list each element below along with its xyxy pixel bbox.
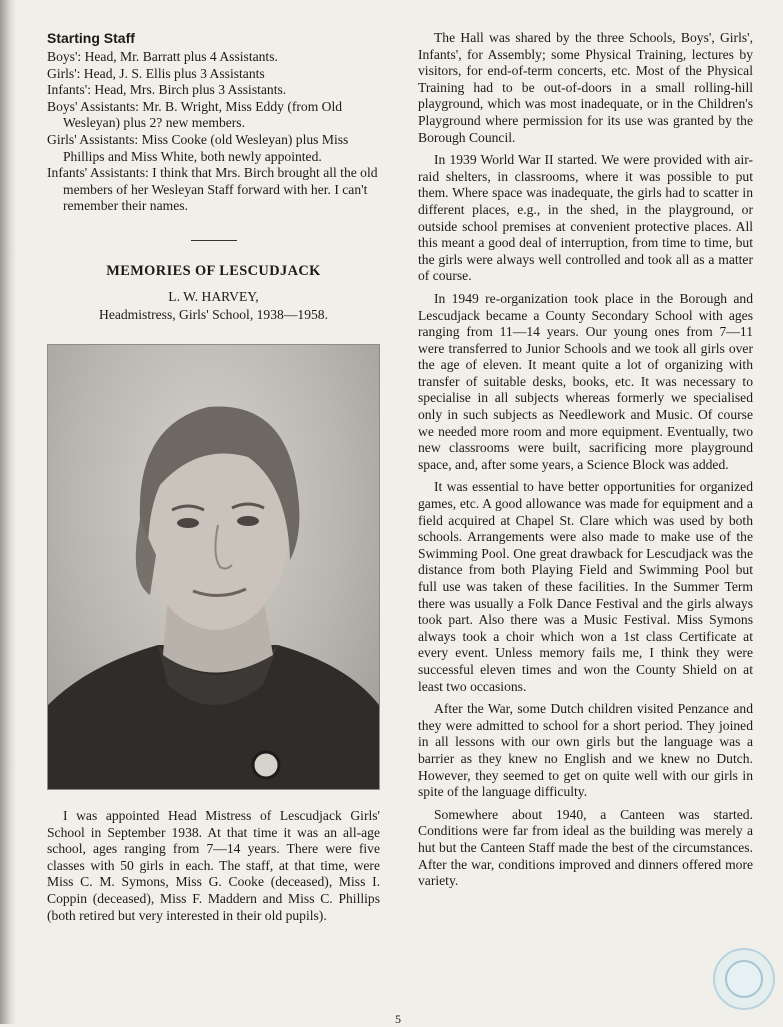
paragraph: After the War, some Dutch children visited Penzance and they were admitted to school for a short period. They joined in all lessons with our own girls but the language was a barrier as they knew no English and we knew no Dutch. However, they seemed to get on quite well with our girls in spite of the language difficulty. <box>418 701 753 800</box>
paragraph: It was essential to have better opportunities for organized games, etc. A good allowance was made for equipment and a field acquired at Chapel St. Clare which was used by both schools. Arrangements were also made to make use of the Swimming Pool. One great drawback for Lescudjack was the distance from both Playing Field and Swimming Pool but full use was taken of these facilities. In the Summer Term there was usually a Folk Dance Festival and the girls always took part. Also there was a Music Festival. Miss Symons always took a choir which won a 1st class Certificate at every event. Unless memory fails me, I think they were successful eleven times and won the County Shield on at least two occasions. <box>418 479 753 694</box>
staff-item: Boys': Head, Mr. Barratt plus 4 Assistants. <box>47 49 278 64</box>
portrait-illustration <box>48 345 379 789</box>
watermark-inner-ring <box>725 960 763 998</box>
left-column <box>47 30 380 924</box>
author-name: L. W. HARVEY, <box>168 288 259 304</box>
page-spine-shadow <box>0 0 16 1024</box>
article-title: MEMORIES OF LESCUDJACK <box>106 262 321 279</box>
staff-item: Girls': Head, J. S. Ellis plus 3 Assistants <box>47 65 265 81</box>
staff-item: Boys' Assistants: Mr. B. Wright, Miss Eddy (from Old Wesleyan) plus 2? new members. <box>47 98 343 131</box>
paragraph: In 1949 re-organization took place in the Borough and Lescudjack became a County Secondary School with ages ranging from 11—14 years. Our young ones from 7—11 were transferred to Junior Schools and we took all girls over the age of eleven. It meant quite a lot of organizing with transfer of suitable desks, books, etc. It was necessary to specialise in all subjects whereas formerly we specialised only in such subjects as Needlework and Music. Of course we needed more room and more equipment. Eventually, two new classrooms were built, sacrificing more playground space, and, after some years, a Science Block was added. <box>418 290 753 472</box>
page-number: 5 <box>395 1012 401 1026</box>
watermark-logo-icon <box>713 948 775 1010</box>
staff-item: Infants' Assistants: I think that Mrs. Birch brought all the old members of her Wesleyan Staff forward with her. I can't remember their names. <box>47 165 378 214</box>
paragraph: The Hall was shared by the three Schools, Boys', Girls', Infants', for Assembly; some Physical Training, lectures by visitors, for end-of-term concerts, etc. Most of the Physical Training had to be out-of-doors in a small rolling-hill playground, which was most inadequate, or in the Children's Playground where permission for its use was granted by the Borough Council. <box>418 30 753 145</box>
staff-heading: Starting Staff <box>47 30 135 46</box>
section-divider <box>191 240 237 241</box>
paragraph: I was appointed Head Mistress of Lescudjack Girls' School in September 1938. At that time it was an all-age school, ages ranging from 7—14 years. There were five classes with 50 girls in each. The staff, at that time, were Miss C. M. Symons, Miss G. Cooke (deceased), Miss I. Coppin (deceased), Miss F. Maddern and Miss C. Phillips (both retired but very interested in their old pupils). <box>47 807 380 923</box>
staff-item: Infants': Head, Mrs. Birch plus 3 Assistants. <box>47 82 287 98</box>
author-role: Headmistress, Girls' School, 1938—1958. <box>99 306 328 322</box>
right-column <box>418 30 753 890</box>
staff-item: Girls' Assistants: Miss Cooke (old Wesleyan) plus Miss Phillips and Miss White, both newly appointed. <box>47 131 349 164</box>
staff-list <box>47 49 380 215</box>
paragraph: Somewhere about 1940, a Canteen was started. Conditions were far from ideal as the building was merely a hut but the Canteen Staff made the best of the circumstances. After the war, conditions improved and dinners offered more variety. <box>418 806 753 889</box>
portrait-photo <box>47 344 380 790</box>
paragraph: In 1939 World War II started. We were provided with air-raid shelters, in classrooms, where it was possible to put them. Where space was inadequate, the girls had to scatter in different places, e.g., in the shed, in the playground, or outside school premises at convenient protective places. All this meant a good deal of interruption, from time to time, but the girls were always well controlled and took all as a matter of course. <box>418 152 753 284</box>
